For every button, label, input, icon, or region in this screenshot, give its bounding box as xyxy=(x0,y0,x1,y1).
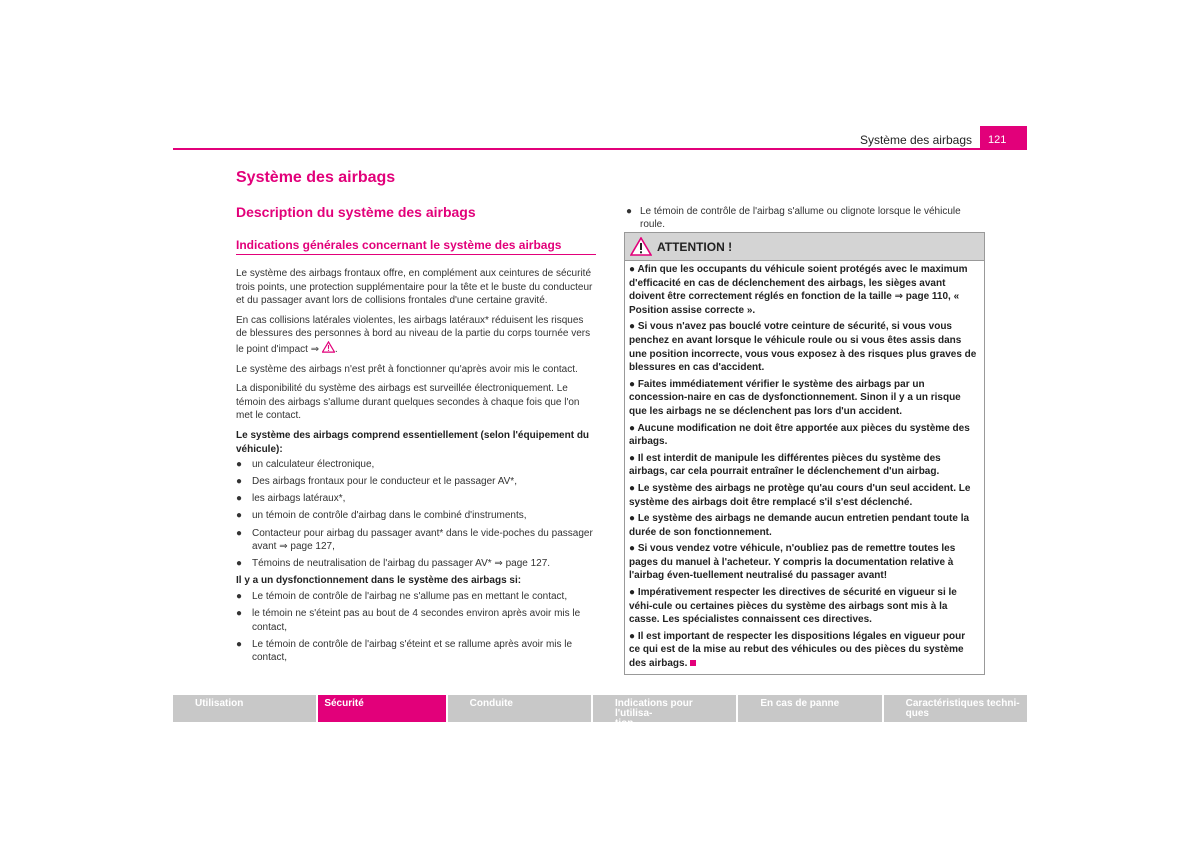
list-item-text: un témoin de contrôle d'airbag dans le combiné d'instruments, xyxy=(252,510,527,522)
attention-item xyxy=(629,422,978,449)
bullet-icon: ● xyxy=(236,510,243,522)
list-item xyxy=(236,607,596,634)
paragraph-text: En cas collisions latérales violentes, les airbags latéraux* réduisent les risques de blessures des personnes à bord au niveau de la partie du corps tournée vers le point d'impact ⇒ xyxy=(236,314,591,355)
bullet-icon: ● xyxy=(629,321,638,333)
bullet-icon: ● xyxy=(236,476,243,488)
tab-label: Indications pour l'utilisa- xyxy=(614,698,693,719)
tab-conduite[interactable] xyxy=(448,695,591,722)
tab-label: Conduite xyxy=(469,698,513,709)
tab-label: ques xyxy=(905,708,929,719)
chapter-tabs xyxy=(173,695,1027,729)
list-item xyxy=(236,458,596,472)
tab-label: tion xyxy=(614,718,634,729)
tab-en-cas-de-panne[interactable] xyxy=(738,695,881,722)
bullet-icon: ● xyxy=(629,630,638,642)
attention-item-text: Il est interdit de manipule les différentes pièces du système des airbags, car cela pourrait entraîner le déclenchement d'un airbag. xyxy=(629,452,941,478)
attention-item xyxy=(629,630,978,671)
status-bullet-text: Le témoin de contrôle de l'airbag s'allume ou clignote lorsque le véhicule roule. xyxy=(640,206,961,230)
tab-indications-pour-l-utilisa-tion[interactable] xyxy=(593,695,736,729)
bullet-icon: ● xyxy=(629,264,638,275)
attention-item-text: Impérativement respecter les directives de sécurité en vigueur si le véhi-cule ou certaines pièces du système des airbags sont mis à la casse. Les spécialistes connaissent ces directives. xyxy=(629,587,957,626)
list-item-text: Des airbags frontaux pour le conducteur et le passager AV*, xyxy=(252,476,517,488)
section-title: Description du système des airbags xyxy=(236,204,476,220)
running-header-title: Système des airbags xyxy=(859,133,972,147)
paragraph xyxy=(236,314,596,357)
header-rule xyxy=(173,148,1027,150)
components-list xyxy=(236,458,596,571)
tab-caracteristiques-techni-ques[interactable] xyxy=(884,695,1027,722)
paragraph-end: . xyxy=(334,343,338,355)
status-bullet xyxy=(626,205,986,231)
malfunctions-list xyxy=(236,590,596,665)
list-item xyxy=(236,590,596,604)
attention-header xyxy=(625,233,984,261)
subsection-title: Indications générales concernant le système des airbags xyxy=(236,238,596,255)
warning-triangle-icon xyxy=(630,237,652,256)
list-item-text: Le témoin de contrôle de l'airbag ne s'allume pas en mettant le contact, xyxy=(252,590,568,602)
list-item-text: Contacteur pour airbag du passager avant* dans le vide-poches du passager avant ⇒ page 127, xyxy=(252,527,593,553)
attention-item-text: Aucune modification ne doit être apportée aux pièces du système des airbags. xyxy=(629,422,970,448)
attention-box xyxy=(624,232,985,675)
attention-item-text: Faites immédiatement vérifier le système des airbags par un concession-naire en cas de dysfonctionnement. Sinon il y a un risque que les airbags ne se déclenchent pas lors d'un accident. xyxy=(629,378,961,417)
list-item xyxy=(236,527,596,554)
chapter-title: Système des airbags xyxy=(236,169,396,186)
bullet-icon: ● xyxy=(629,378,638,390)
list-item-text: Témoins de neutralisation de l'airbag du passager AV* ⇒ page 127. xyxy=(252,558,551,570)
bullet-icon: ● xyxy=(629,482,638,494)
tab-label: Sécurité xyxy=(324,698,364,709)
attention-item xyxy=(629,320,978,374)
attention-title: ATTENTION ! xyxy=(657,240,733,254)
attention-item xyxy=(629,586,978,627)
left-column xyxy=(236,267,596,668)
attention-item-text: Le système des airbags ne protège qu'au cours d'un seul accident. Le système des airbags doit être remplacé s'il s'est déclenché. xyxy=(629,482,971,508)
bullet-icon: ● xyxy=(236,607,243,619)
paragraph: Le système des airbags n'est prêt à fonctionner qu'après avoir mis le contact. xyxy=(236,363,578,375)
bullet-icon: ● xyxy=(236,493,243,505)
list-item xyxy=(236,638,596,665)
tab-utilisation[interactable] xyxy=(173,695,316,722)
attention-item-text: Afin que les occupants du véhicule soient protégés avec le maximum d'efficacité en cas de déclenchement des airbags, les sièges avant doivent être correctement réglés en fonction de la taille ⇒ page 110, « Position assise correcte ». xyxy=(629,264,968,316)
tab-label: Utilisation xyxy=(195,698,244,709)
attention-item xyxy=(629,482,978,509)
bullet-icon: ● xyxy=(236,638,243,650)
page-number: 121 xyxy=(980,126,1027,150)
components-heading: Le système des airbags comprend essentiellement (selon l'équipement du véhicule): xyxy=(236,429,590,455)
bullet-icon: ● xyxy=(236,590,243,602)
attention-item xyxy=(629,263,978,317)
list-item-text: un calculateur électronique, xyxy=(252,459,375,471)
bullet-icon: ● xyxy=(629,452,638,464)
attention-item xyxy=(629,452,978,479)
list-item xyxy=(236,492,596,506)
tab-label: Caractéristiques techni- xyxy=(905,698,1020,709)
bullet-icon: ● xyxy=(629,543,638,555)
tab-label: En cas de panne xyxy=(760,698,840,709)
bullet-icon: ● xyxy=(629,587,638,599)
tab-securite[interactable] xyxy=(318,695,445,722)
attention-item-text: Si vous n'avez pas bouclé votre ceinture de sécurité, si vous vous penchez en avant lorsque le véhicule roule ou si vous êtes assis dans une position incorrecte, vous vous exposez à des risques plus graves de blessures en cas d'accident. xyxy=(629,321,977,374)
list-item xyxy=(236,475,596,489)
bullet-icon: ● xyxy=(629,513,638,525)
list-item-text: les airbags latéraux*, xyxy=(252,493,346,505)
paragraph: La disponibilité du système des airbags est surveillée électroniquement. Le témoin des airbags s'allume durant quelques secondes à chaque fois que l'on met le contact. xyxy=(236,383,580,422)
attention-item-text: Le système des airbags ne demande aucun entretien pendant toute la durée de son fonctionnement. xyxy=(629,513,970,538)
warning-triangle-icon xyxy=(322,341,335,353)
paragraph: Le système des airbags frontaux offre, en complément aux ceintures de sécurité trois points, une protection supplémentaire pour la tête et le buste du conducteur et du passager avant lors de collisions frontales d'une certaine gravité. xyxy=(236,268,593,307)
attention-item xyxy=(629,542,978,583)
attention-item-text: Il est important de respecter les dispositions légales en vigueur pour ce qui est de la mise au rebut des véhicules ou des pièces du système des airbags. xyxy=(629,630,966,670)
attention-item xyxy=(629,512,978,539)
attention-item-text: Si vous vendez votre véhicule, n'oubliez pas de remettre toutes les pages du manuel à l'acheteur. Y compris la documentation relative à l'airbag éven-tuellement neutralisé du passager avant! xyxy=(629,543,956,582)
bullet-icon: ● xyxy=(236,558,243,570)
bullet-icon: ● xyxy=(629,422,638,434)
bullet-icon: ● xyxy=(236,459,243,471)
list-item xyxy=(236,557,596,571)
list-item xyxy=(236,509,596,523)
attention-item xyxy=(629,378,978,419)
malfunction-heading: Il y a un dysfonctionnement dans le système des airbags si: xyxy=(236,575,522,587)
list-item-text: le témoin ne s'éteint pas au bout de 4 secondes environ après avoir mis le contact, xyxy=(252,607,581,633)
attention-list xyxy=(625,261,984,671)
end-of-section-icon xyxy=(690,660,696,666)
bullet-icon: ● xyxy=(236,527,243,539)
list-item-text: Le témoin de contrôle de l'airbag s'éteint et se rallume après avoir mis le contact, xyxy=(252,638,573,664)
bullet-icon: ● xyxy=(626,206,633,217)
